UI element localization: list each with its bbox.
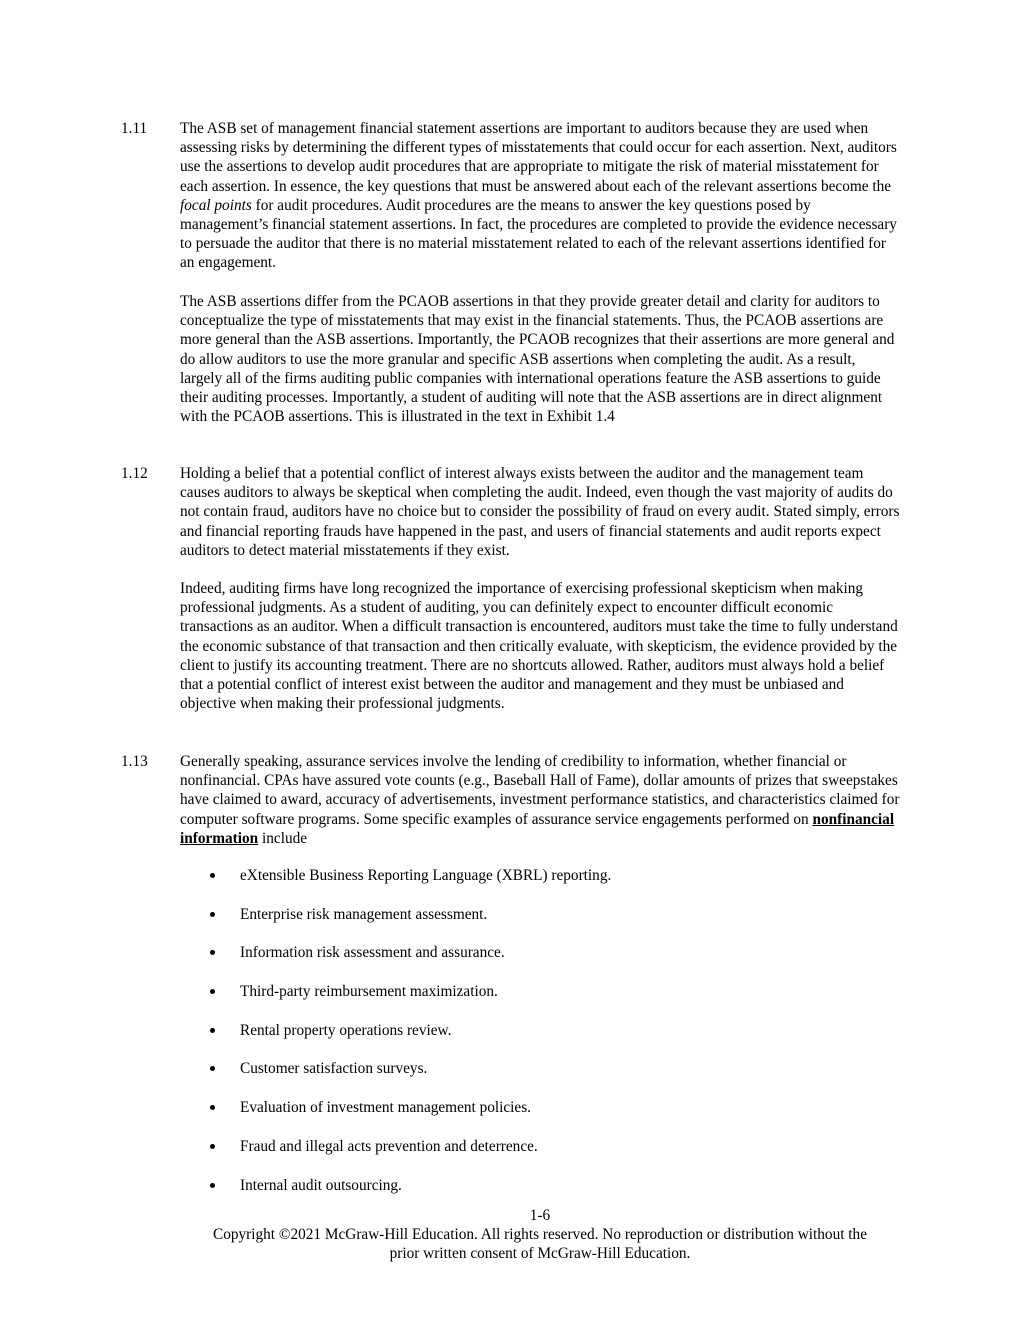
bullet-list	[180, 866, 880, 1214]
paragraph: Indeed, auditing firms have long recognized the importance of exercising professional skepticism when making professional judgments. As a student of auditing, you can definitely expect to encounter difficult economic transactions as an auditor. When a difficult transaction is encountered, auditors must take the time to fully understand the economic substance of that transaction and then critically evaluate, with skepticism, the evidence provided by the client to justify its accounting treatment. There are no shortcuts allowed. Rather, auditors must always hold a belief that a potential conflict of interest exist between the auditor and management and they must be unbiased and objective when making their professional judgments.	[180, 580, 898, 713]
copyright-line-1: Copyright ©2021 McGraw-Hill Education. All rights reserved. No reproduction or distribution without the	[213, 1226, 867, 1243]
question-body	[180, 119, 901, 273]
question-body-2	[180, 579, 901, 713]
paragraph: The ASB assertions differ from the PCAOB assertions in that they provide greater detail and clarity for auditors to conceptualize the type of misstatements that may exist in the financial statements. Thus, the PCAOB assertions are more general than the ASB assertions. Importantly, the PCAOB recognizes that their assertions are more general and do allow auditors to use the more granular and specific ASB assertions when completing the audit. As a result, largely all of the firms auditing public companies with international operations feature the ASB assertions to guide their auditing processes. Importantly, a student of auditing will note that the ASB assertions are in direct alignment with the PCAOB assertions. This is illustrated in the text in Exhibit 1.4	[180, 293, 895, 426]
bullet-icon	[210, 989, 215, 994]
list-item: Evaluation of investment management policies.	[180, 1098, 880, 1137]
list-item: Customer satisfaction surveys.	[180, 1059, 880, 1098]
question-number: 1.12	[121, 465, 148, 482]
emphasis-focal-points: focal points	[180, 196, 252, 214]
list-item: Rental property operations review.	[180, 1021, 880, 1060]
list-item: Information risk assessment and assurance.	[180, 943, 880, 982]
list-item: Third-party reimbursement maximization.	[180, 982, 880, 1021]
paragraph: Holding a belief that a potential conflict of interest always exists between the auditor and the management team causes auditors to always be skeptical when completing the audit. Indeed, even though the vast majority of audits do not contain fraud, auditors have no choice but to consider the possibility of fraud on every audit. Stated simply, errors and financial reporting frauds have happened in the past, and users of financial statements and audit reports expect auditors to detect material misstatements if they exist.	[180, 465, 900, 559]
list-item: Enterprise risk management assessment.	[180, 905, 880, 944]
emphasis-nonfinancial-information: nonfinancial information	[180, 810, 895, 847]
bullet-icon	[210, 1028, 215, 1033]
bullet-icon	[210, 912, 215, 917]
bullet-icon	[210, 1144, 215, 1149]
paragraph: Generally speaking, assurance services involve the lending of credibility to information, whether financial or nonfinancial. CPAs have assured vote counts (e.g., Baseball Hall of Fame), dollar amounts of prizes that sweepstakes have claimed to award, accuracy of advertisements, investment performance statistics, and characteristics claimed for computer software programs. Some specific examples of assurance service engagements performed on nonfinancial information include	[180, 753, 900, 847]
question-body-2	[180, 292, 901, 426]
bullet-icon	[210, 1183, 215, 1188]
list-item: eXtensible Business Reporting Language (XBRL) reporting.	[180, 866, 880, 905]
bullet-icon	[210, 1066, 215, 1071]
list-item: Fraud and illegal acts prevention and deterrence.	[180, 1137, 880, 1176]
bullet-icon	[210, 873, 215, 878]
list-item: Internal audit outsourcing.	[180, 1176, 880, 1215]
copyright-line-2: prior written consent of McGraw-Hill Education.	[389, 1245, 691, 1262]
question-number: 1.13	[121, 753, 148, 770]
paragraph: The ASB set of management financial statement assertions are important to auditors because they are used when assessing risks by determining the different types of misstatements that could occur for each assertion. Next, auditors use the assertions to develop audit procedures that are appropriate to mitigate the risk of material misstatement for each assertion. In essence, the key questions that must be answered about each of the relevant assertions become the focal points for audit procedures. Audit procedures are the means to answer the key questions posed by management’s financial statement assertions. In fact, the procedures are completed to provide the evidence necessary to persuade the auditor that there is no material misstatement related to each of the relevant assertions identified for an engagement.	[180, 120, 897, 272]
page-number: 1-6	[529, 1207, 551, 1224]
question-body	[180, 752, 901, 848]
question-body	[180, 464, 901, 560]
bullet-icon	[210, 950, 215, 955]
question-number: 1.11	[121, 120, 148, 137]
bullet-icon	[210, 1105, 215, 1110]
